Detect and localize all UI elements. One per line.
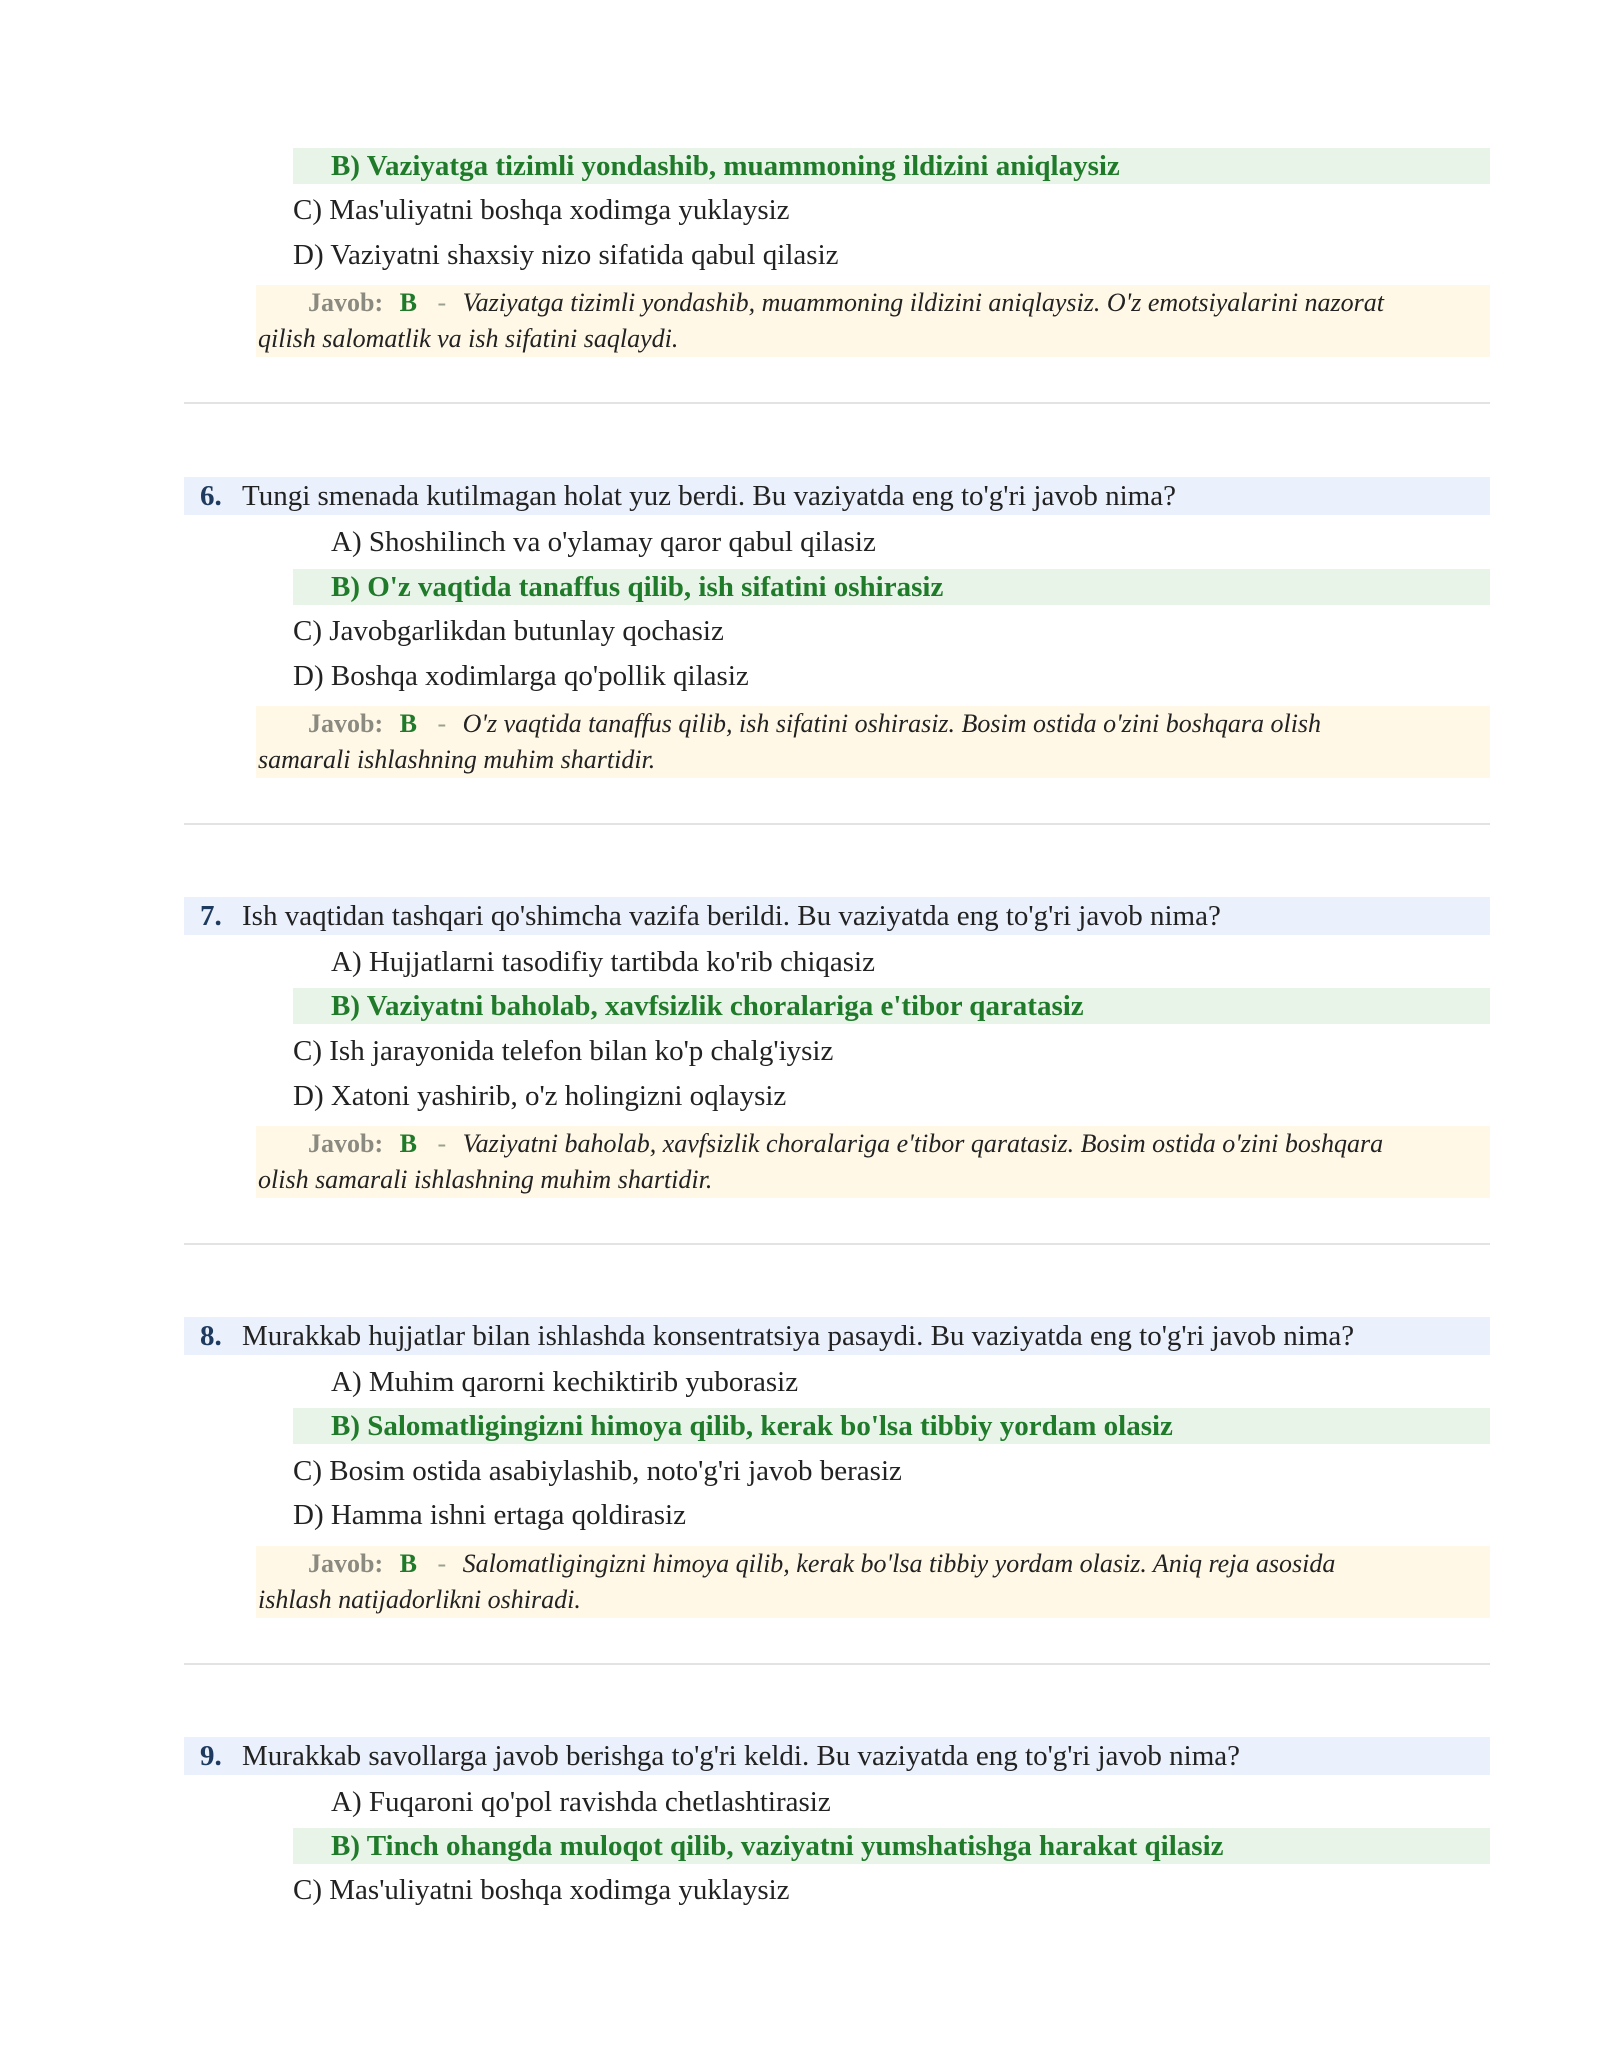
- question-number: 8.: [200, 1320, 222, 1352]
- answer-dash: -: [437, 709, 447, 738]
- q6-correct-option: [293, 569, 1490, 605]
- q8-correct-option: [293, 1408, 1490, 1444]
- answer-letter: B: [399, 1549, 417, 1578]
- option-text: B) O'z vaqtida tanaffus qilib, ish sifatini oshirasiz: [331, 571, 944, 603]
- question-number: 6.: [200, 480, 222, 512]
- answer-label: Javob:: [308, 288, 384, 317]
- question-text: Tungi smenada kutilmagan holat yuz berdi. Bu vaziyatda eng to'g'ri javob nima?: [242, 480, 1176, 512]
- question-number: 9.: [200, 1740, 222, 1772]
- answer-dash: -: [437, 1129, 447, 1158]
- answer-explanation-line2: ishlash natijadorlikni oshiradi.: [258, 1585, 581, 1614]
- question-text: Murakkab savollarga javob berishga to'g'ri keldi. Bu vaziyatda eng to'g'ri javob nima?: [242, 1740, 1241, 1772]
- option-text: B) Vaziyatni baholab, xavfsizlik choralariga e'tibor qaratasiz: [331, 990, 1084, 1022]
- answer-explanation-line1: Salomatligingizni himoya qilib, kerak bo'lsa tibbiy yordam olasiz. Aniq reja asosida: [462, 1549, 1336, 1578]
- answer-explanation-line1: Vaziyatni baholab, xavfsizlik choralariga e'tibor qaratasiz. Bosim ostida o'zini boshqara: [462, 1129, 1384, 1158]
- question-8: [184, 1317, 1490, 1355]
- answer-explanation-line1: Vaziyatga tizimli yondashib, muammoning ildizini aniqlaysiz. O'z emotsiyalarini nazorat: [462, 288, 1385, 317]
- divider: [184, 823, 1490, 825]
- q8-answer-box: [256, 1546, 1490, 1618]
- answer-explanation-line2: olish samarali ishlashning muhim shartidir.: [258, 1165, 713, 1194]
- question-text: Murakkab hujjatlar bilan ishlashda konsentratsiya pasaydi. Bu vaziyatda eng to'g'ri javob nima?: [242, 1320, 1355, 1352]
- q7-option-d: D) Xatoni yashirib, o'z holingizni oqlaysiz: [293, 1080, 787, 1112]
- answer-explanation-line2: samarali ishlashning muhim shartidir.: [258, 745, 656, 774]
- question-6: [184, 477, 1490, 515]
- option-text: B) Salomatligingizni himoya qilib, kerak bo'lsa tibbiy yordam olasiz: [331, 1410, 1173, 1442]
- q7-correct-option: [293, 988, 1490, 1024]
- option-text: B) Tinch ohangda muloqot qilib, vaziyatni yumshatishga harakat qilasiz: [331, 1830, 1224, 1862]
- divider: [184, 1663, 1490, 1665]
- answer-explanation-line1: O'z vaqtida tanaffus qilib, ish sifatini oshirasiz. Bosim ostida o'zini boshqara olish: [462, 709, 1322, 738]
- divider: [184, 402, 1490, 404]
- answer-letter: B: [399, 1129, 417, 1158]
- option-text: B) Vaziyatga tizimli yondashib, muammoning ildizini aniqlaysiz: [331, 150, 1120, 182]
- q6-option-a: A) Shoshilinch va o'ylamay qaror qabul qilasiz: [331, 526, 876, 558]
- q6-answer-box: [256, 706, 1490, 778]
- q9-option-a: A) Fuqaroni qo'pol ravishda chetlashtirasiz: [331, 1786, 831, 1818]
- q8-option-d: D) Hamma ishni ertaga qoldirasiz: [293, 1499, 686, 1531]
- answer-label: Javob:: [308, 709, 384, 738]
- q8-option-c: C) Bosim ostida asabiylashib, noto'g'ri javob berasiz: [293, 1455, 902, 1487]
- question-text: Ish vaqtidan tashqari qo'shimcha vazifa berildi. Bu vaziyatda eng to'g'ri javob nima?: [242, 900, 1221, 932]
- q8-option-a: A) Muhim qarorni kechiktirib yuborasiz: [331, 1366, 799, 1398]
- question-7: [184, 897, 1490, 935]
- q7-option-c: C) Ish jarayonida telefon bilan ko'p chalg'iysiz: [293, 1035, 834, 1067]
- answer-label: Javob:: [308, 1549, 384, 1578]
- answer-label: Javob:: [308, 1129, 384, 1158]
- q5-option-d: D) Vaziyatni shaxsiy nizo sifatida qabul qilasiz: [293, 239, 839, 271]
- answer-letter: B: [399, 709, 417, 738]
- q9-correct-option: [293, 1828, 1490, 1864]
- question-9: [184, 1737, 1490, 1775]
- answer-explanation-line2: qilish salomatlik va ish sifatini saqlaydi.: [258, 324, 679, 353]
- answer-dash: -: [437, 288, 447, 317]
- answer-dash: -: [437, 1549, 447, 1578]
- question-number: 7.: [200, 900, 222, 932]
- answer-letter: B: [399, 288, 417, 317]
- q6-option-c: C) Javobgarlikdan butunlay qochasiz: [293, 615, 724, 647]
- q6-option-d: D) Boshqa xodimlarga qo'pollik qilasiz: [293, 660, 749, 692]
- q5-answer-box: [256, 285, 1490, 357]
- q5-option-c: C) Mas'uliyatni boshqa xodimga yuklaysiz: [293, 194, 790, 226]
- divider: [184, 1243, 1490, 1245]
- q7-answer-box: [256, 1126, 1490, 1198]
- q9-option-c: C) Mas'uliyatni boshqa xodimga yuklaysiz: [293, 1874, 790, 1906]
- q7-option-a: A) Hujjatlarni tasodifiy tartibda ko'rib chiqasiz: [331, 946, 875, 978]
- q5-correct-option: [293, 148, 1490, 184]
